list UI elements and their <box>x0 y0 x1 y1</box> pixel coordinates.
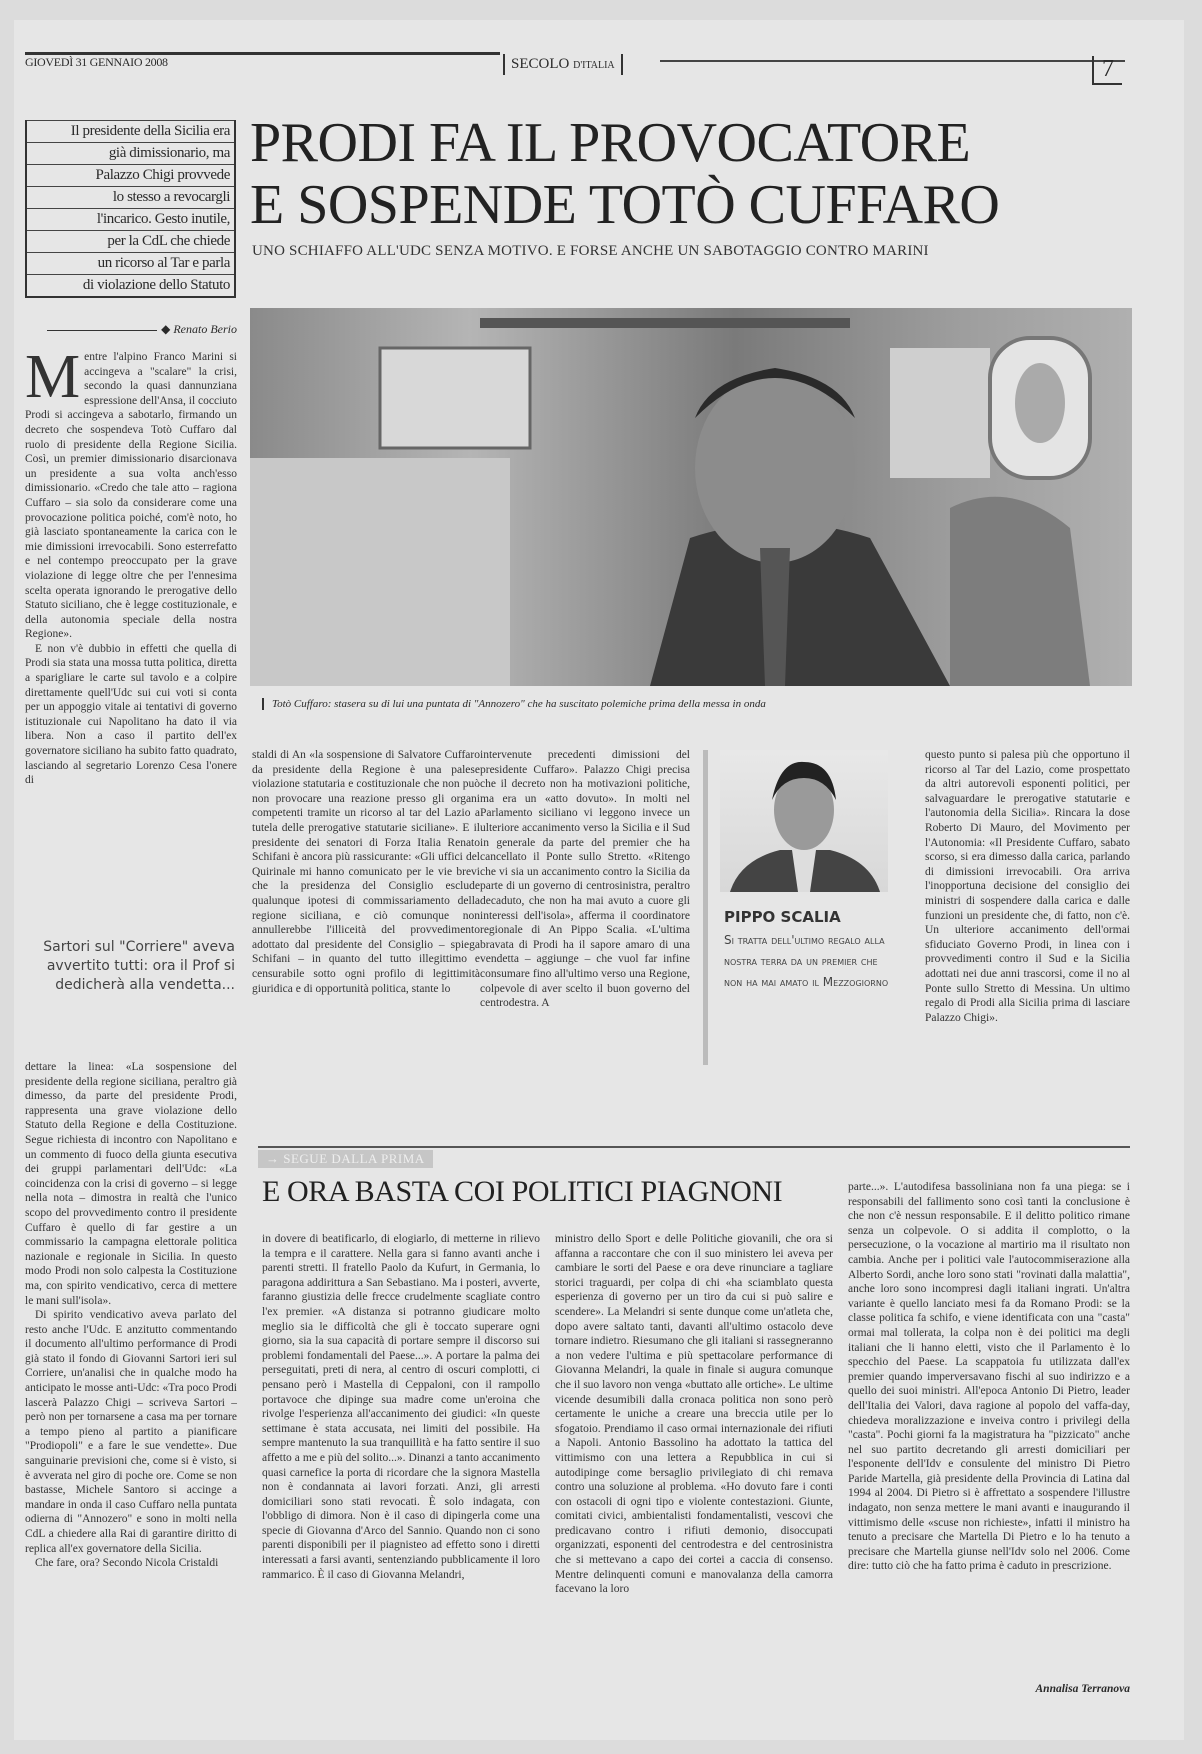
quote-text: Si tratta dell'ultimo regalo alla nostra terra da un premier che non ha mai amato il Mezzogiorno <box>724 933 889 989</box>
headline-line-2: E SOSPENDE TOTÒ CUFFARO <box>250 174 1000 236</box>
deck-box <box>25 120 236 298</box>
subheadline: UNO SCHIAFFO ALL'UDC SENZA MOTIVO. E FORSE ANCHE UN SABOTAGGIO CONTRO MARINI <box>252 243 929 259</box>
deck-line: un ricorso al Tar e parla <box>27 252 234 274</box>
second-column-1 <box>262 1232 540 1697</box>
paragraph: ministro dello Sport e delle Politiche giovanili, che ora si affanna a raccontare che con il suo ministero lei aveva per cambiare le sorti del Paese e ora deve rinunciare a tagliare storici traguardi, per colpa di chi «ha sciamblato questa esperienza di governo per un tiro da cui si può salire e scendere». La Melandri si sente dunque come un'atleta che, dopo avere saltato tanti, davanti all'ultimo ostacolo deve tornare indietro. Riesumano che gli italiani si rassegneranno a non vedere l'ultima e più spettacolare performance di Giovanna Melandri, la quale in finale si augura comunque che il suo lavoro non venga «buttato alle ortiche». Le ultime vicende desumibili dalla cronaca politica non sono però certamente le uniche a creare una breccia utile per lo sfogatoio. Prendiamo il caso ormai internazionale dei rifiuti a Napoli. Antonio Bassolino ha adottato la tattica del vittimismo con una lettera a Repubblica in cui si autodipinge come bersaglio privilegiato di chi remava contro una soluzione al problema. «Ho dovuto fare i conti con ostacoli di ogni tipo e violente contestazioni. Giunte, comitati civici, ambientalisti fondamentalisti, vescovi che predicavano contro i rifiuti demonio, disoccupati organizzati, esponenti del centrodestra e del centrosinistra che si mettevano a capo dei cortei a caccia di consenso. Mentre delinquenti comuni e manovalanza della camorra facevano la loro <box>555 1233 833 1596</box>
paragraph: Che fare, ora? Secondo Nicola Cristaldi <box>35 1557 219 1570</box>
kicker-label: → SEGUE DALLA PRIMA <box>258 1150 433 1168</box>
quote-author: PIPPO SCALIA <box>724 908 841 926</box>
article-column-1-continued <box>25 1060 237 1695</box>
paragraph: E non v'è dubbio in effetti che quella di Prodi sia stata una mossa tutta politica, diretta a sparigliare le carte sul tavolo e a colpire direttamente quell'Udc sui cui voti si conta per un appoggio vitale ai tentativi di governo istituzionale cui Napolitano ha dato il via libera. Non a caso il partito dell'ex governatore siciliano ha subito fatto quadrato, lasciando al segretario Lorenzo Cesa l'onere di <box>25 642 237 787</box>
deck-line: lo stesso a revocargli <box>27 186 234 208</box>
article-column-2 <box>252 748 480 1073</box>
headline-line-1: PRODI FA IL PROVOCATORE <box>250 112 971 174</box>
second-column-3 <box>848 1180 1130 1680</box>
pull-quote: Sartori sul "Corriere" aveva avvertito tutti: ora il Prof si dedicherà alla vendetta... <box>43 939 235 993</box>
paragraph: in dovere di beatificarlo, di elogiarlo, di metterne in rilievo la tempra e il carattere. Nella gara si fanno avanti anche i parenti stretti. Il fratello Paolo da Kufurt, in Germania, lo paragona addirittura a San Sebastiano. Ma i posteri, avverte, faranno giustizia delle frecce crudelmente scagliate contro l'ex premier. «A distanza si potranno giudicare molto meglio sia le difficoltà che gli è toccato superare ogni giorno, sia la sua capacità di portare sempre il discorso sui problemi fondamentali del Paese...». A portare la palma dei perseguitati, preti di nera, al centro di oscuri complotti, ci pensano però i Mastella di Ceppaloni, con il rampollo portavoce che dipinge sua madre come un'eroina che rivolge l'esperienza all'accanimento dei giudici: «In queste settimane è stata accusata, nei limiti del possibile. Ha sempre mantenuto la sua tranquillità e ha fatto sentire il suo affetto a me e più del solito...». Dinanzi a tanto accanimento quasi carnefice la porta di ricordare che la signora Mastella non è condannata ai lavori forzati. Anzi, gli arresti domiciliari sono stati revocati. È solo indagata, con l'obbligo di dimora. Non è il caso di dipingerla come una specie di Giovanna d'Arco del Sannio. Quando non ci sono parenti disponibili per il piagnisteo ad effetto sono i diretti interessati a farsi avanti, sentenziando pubblicamente il loro rammarico. È il caso di Giovanna Melandri, <box>262 1233 540 1581</box>
deck-line: Palazzo Chigi provvede <box>27 164 234 186</box>
deck-line: di violazione dello Statuto <box>27 274 234 296</box>
second-headline: E ORA BASTA COI POLITICI PIAGNONI <box>262 1175 783 1208</box>
masthead-suffix: D'ITALIA <box>573 60 615 71</box>
paragraph: parte...». L'autodifesa bassoliniana non fa una piega: se i responsabili del fallimento sono così tanti la conclusione è che non c'è nessun responsabile. E il delitto politico rimane senza un colpevole. O si addita il complotto, o la persecuzione, o la vocazione al martirio ma il risultato non cambia. Anche per i politici vale l'autocommiserazione alla Alberto Sordi, anche loro sono stati "rovinati dalla malattia", anche loro sono incompresi dagli italiani ingrati. Un'altra variante è quello lanciato mesi fa da Romano Prodi: se la classe politica fa schifo, e viene identificata con una "casta" ormai mal tollerata, la colpa non è dei politici ma degli italiani che li hanno eletti, visto che il Parlamento è lo specchio del Paese. La scappatoia fu utilizzata dall'ex premier quando imperversavano fischi al suo indirizzo e a quello dei suoi ministri. All'epoca Antonio Di Pietro, leader dell'Italia dei Valori, dava ragione al popolo del vaffa-day, chiedeva moralizzazione e inveiva contro i privilegi della "casta". Pochi giorni fa la magistratura ha "pizzicato" anche nel suo partito decretando gli arresti domiciliari per l'esponente dell'Idv e consulente del ministro Di Pietro Paride Martella, già presidente della Provincia di Latina dal 1994 al 2004. Di Pietro si è affrettato a sospendere l'illustre indagato, non senza mettere le mani avanti e inaugurando il vittimismo delle «scuse non richieste», infatti il ministro ha tenuto a precisare che Martella Di Pietro e lo ha tenuto a precisare che Martella giunse nell'Idv solo nel 2006. Come dire: tutto ciò che ha fatto prima è caduto in prescrizione. <box>848 1181 1130 1573</box>
cuffaro-photo <box>250 308 1132 686</box>
portrait-illustration <box>720 750 888 892</box>
deck-line: Il presidente della Sicilia era <box>27 120 234 142</box>
deck-line: l'incarico. Gesto inutile, <box>27 208 234 230</box>
deck-line: per la CdL che chiede <box>27 230 234 252</box>
issue-date: GIOVEDÌ 31 GENNAIO 2008 <box>25 55 168 69</box>
deck-line: già dimissionario, ma <box>27 142 234 164</box>
author-signature: Annalisa Terranova <box>1035 1683 1130 1695</box>
kicker-text: SEGUE DALLA PRIMA <box>283 1151 425 1166</box>
paragraph: staldi di An «la sospensione di Salvatore Cuffaro da presidente della Regione è una palese violazione statutaria e costituzionale che non può non provocare una reazione presso gli organi competenti tramite un ricorso al tar del Lazio a tutela delle prerogative statutarie siciliane». E il presidente dei senatori di Forza Italia Renato Schifani è ancora più rassicurante: «Gli uffici del Quirinale mi hanno comunicato per le vie brevi che la presidenza del Consiglio esclude qualunque ipotesi di commissariamento della regione siciliana, e ciò comunque non annullerebbe l'illiceità del provvedimento adottato dal presidente del Consiglio – spiega Schifani – in quanto del tutto illegittimo e censurabile sotto ogni profilo di legittimità giuridica e di opportunità politica, stante lo <box>252 749 480 995</box>
main-headline <box>250 112 999 236</box>
quote-box-scalia <box>703 750 903 1065</box>
section-rule <box>258 1146 1130 1148</box>
masthead-name: SECOLO <box>511 56 570 72</box>
paragraph: Di spirito vendicativo aveva parlato del resto anche l'Udc. E anzitutto commentando il documento all'ultimo performance di Prodi già stato il fondo di Giovanni Sartori ieri sul Corriere, un'analisi che in qualche modo ha anticipato le mosse anti-Udc: «Tra poco Prodi lascerà Palazzo Chigi – scriveva Sartori – però non per tornarsene a casa ma per tornare a tempo pieno al partito a pianificare "Prodiopoli" e a fare le sue vendette». Due sanguinarie previsioni che, come si è visto, si è avverata nel giro di poche ore. Come se non bastasse, Michele Santoro si accinge a mandare in onda il caso Cuffaro nella puntata odierna di "Annozero" e sono in molti nella CdL a chiedere alla Rai di garantire diritto di replica all'ex governatore della Sicilia. <box>25 1309 237 1555</box>
article-column-1 <box>25 350 237 925</box>
scalia-photo <box>720 750 888 892</box>
photo-caption: Totò Cuffaro: stasera su di lui una puntata di "Annozero" che ha suscitato polemiche prima della messa in onda <box>262 698 766 710</box>
page-number: 7 <box>1092 56 1122 85</box>
header-rule-right <box>660 60 1125 62</box>
masthead <box>503 54 623 75</box>
paragraph: dettare la linea: «La sospensione del presidente della regione siciliana, peraltro già dimesso, da parte del presidente Prodi, rappresenta una grave violazione dello Statuto della Regione e della Costituzione. Segue richiesta di incontro con Napolitano e un commento di fuoco della giunta esecutiva dei gruppi parlamentari dell'Udc: «La coincidenza con la crisi di governo – si legge nella nota – dimostra in realtà che l'unico scopo del provvedimento contro il presidente Cuffaro è quello di far gestire a un commissario la campagna elettorale politica nazionale e regionale in Sicilia. In questo modo Prodi non solo calpesta la Costituzione ma, con spirito vendicativo, cerca di mettere le mani sull'isola». <box>25 1061 237 1307</box>
author-name: Renato Berio <box>173 322 237 336</box>
photo-illustration <box>250 308 1132 686</box>
article-column-5 <box>925 748 1130 1068</box>
article-column-3 <box>480 748 690 1073</box>
second-column-2 <box>555 1232 833 1697</box>
byline: ◆ Renato Berio <box>25 322 237 337</box>
paragraph: questo punto si palesa più che opportuno il ricorso al Tar del Lazio, come prospettato da altri autorevoli esponenti politici, per salvaguardare le prerogative statutarie e l'autonomia della Sicilia». Rincara la dose Roberto Di Mauro, del Movimento per l'Autonomia: «Il Presidente Cuffaro, sabato scorso, si era dimesso dalla carica, parlando di dimissioni irrevocabili. Ora arriva l'inopportuna decisione del consiglio dei ministri di sospendere dalla carica e dalle funzioni un presidente che, di fatto, non c'è. Un ulteriore accanimento dell'ormai sfiduciato Governo Prodi, in linea con i provvedimenti contro il Sud e la Sicilia adottati nei due anni trascorsi, come il no al Ponte sullo Stretto di Messina. Un ultimo regalo di Prodi alla Sicilia prima di lasciare Palazzo Chigi». <box>925 749 1130 1024</box>
paragraph: intervenute precedenti dimissioni del presidente Cuffaro». Palazzo Chigi precisa che il decreto non ha motivazioni politiche, ma era un «atto dovuto». In molti nel Parlamento siciliano vi leggono invece un ulteriore accanimento verso la Sicilia e il Sud in generale da parte del premier che ha cancellato il Ponte sullo Stretto. «Ritengo che vi sia un accanimento contro la Sicilia da parte di un governo di centrosinistra, peraltro decaduto, che non ha mai avuto a cuore gli interessi dell'isola», afferma il coordinatore regionale di An Pippo Scalia. «L'ultima bravata di Prodi ha il sapore amaro di una vendetta – aggiunge – che vuol far infine consumare fino all'ultimo verso una Regione, colpevole di aver scelto il buon governo del centrodestra. A <box>480 749 690 1010</box>
paragraph: entre l'alpino Franco Marini si accingeva a "scalare" la crisi, secondo la quasi dannunziana espressione dell'Ansa, il cocciuto Prodi si accingeva a sabotarlo, firmando un decreto che sospendeva Totò Cuffaro dal ruolo di presidente della Regione Sicilia. Così, un premier dimissionario disarcionava un presidente a sua volta anch'esso dimissionario. «Credo che tale atto – ragiona Cuffaro – sia solo da considerare come una provocazione politica poiché, com'è noto, ho già lasciato spontaneamente la carica con le mie dimissioni irrevocabili. Sono esterrefatto e nel contempo preoccupato per la grave violazione di legge oltre che per l'ennesima scelta operata ignorando le prerogative dello Statuto siciliano, che è legge costituzionale, e della autonomia speciale della nostra Regione». <box>25 351 237 641</box>
byline-rule <box>47 330 157 331</box>
drop-cap: M <box>25 350 81 411</box>
